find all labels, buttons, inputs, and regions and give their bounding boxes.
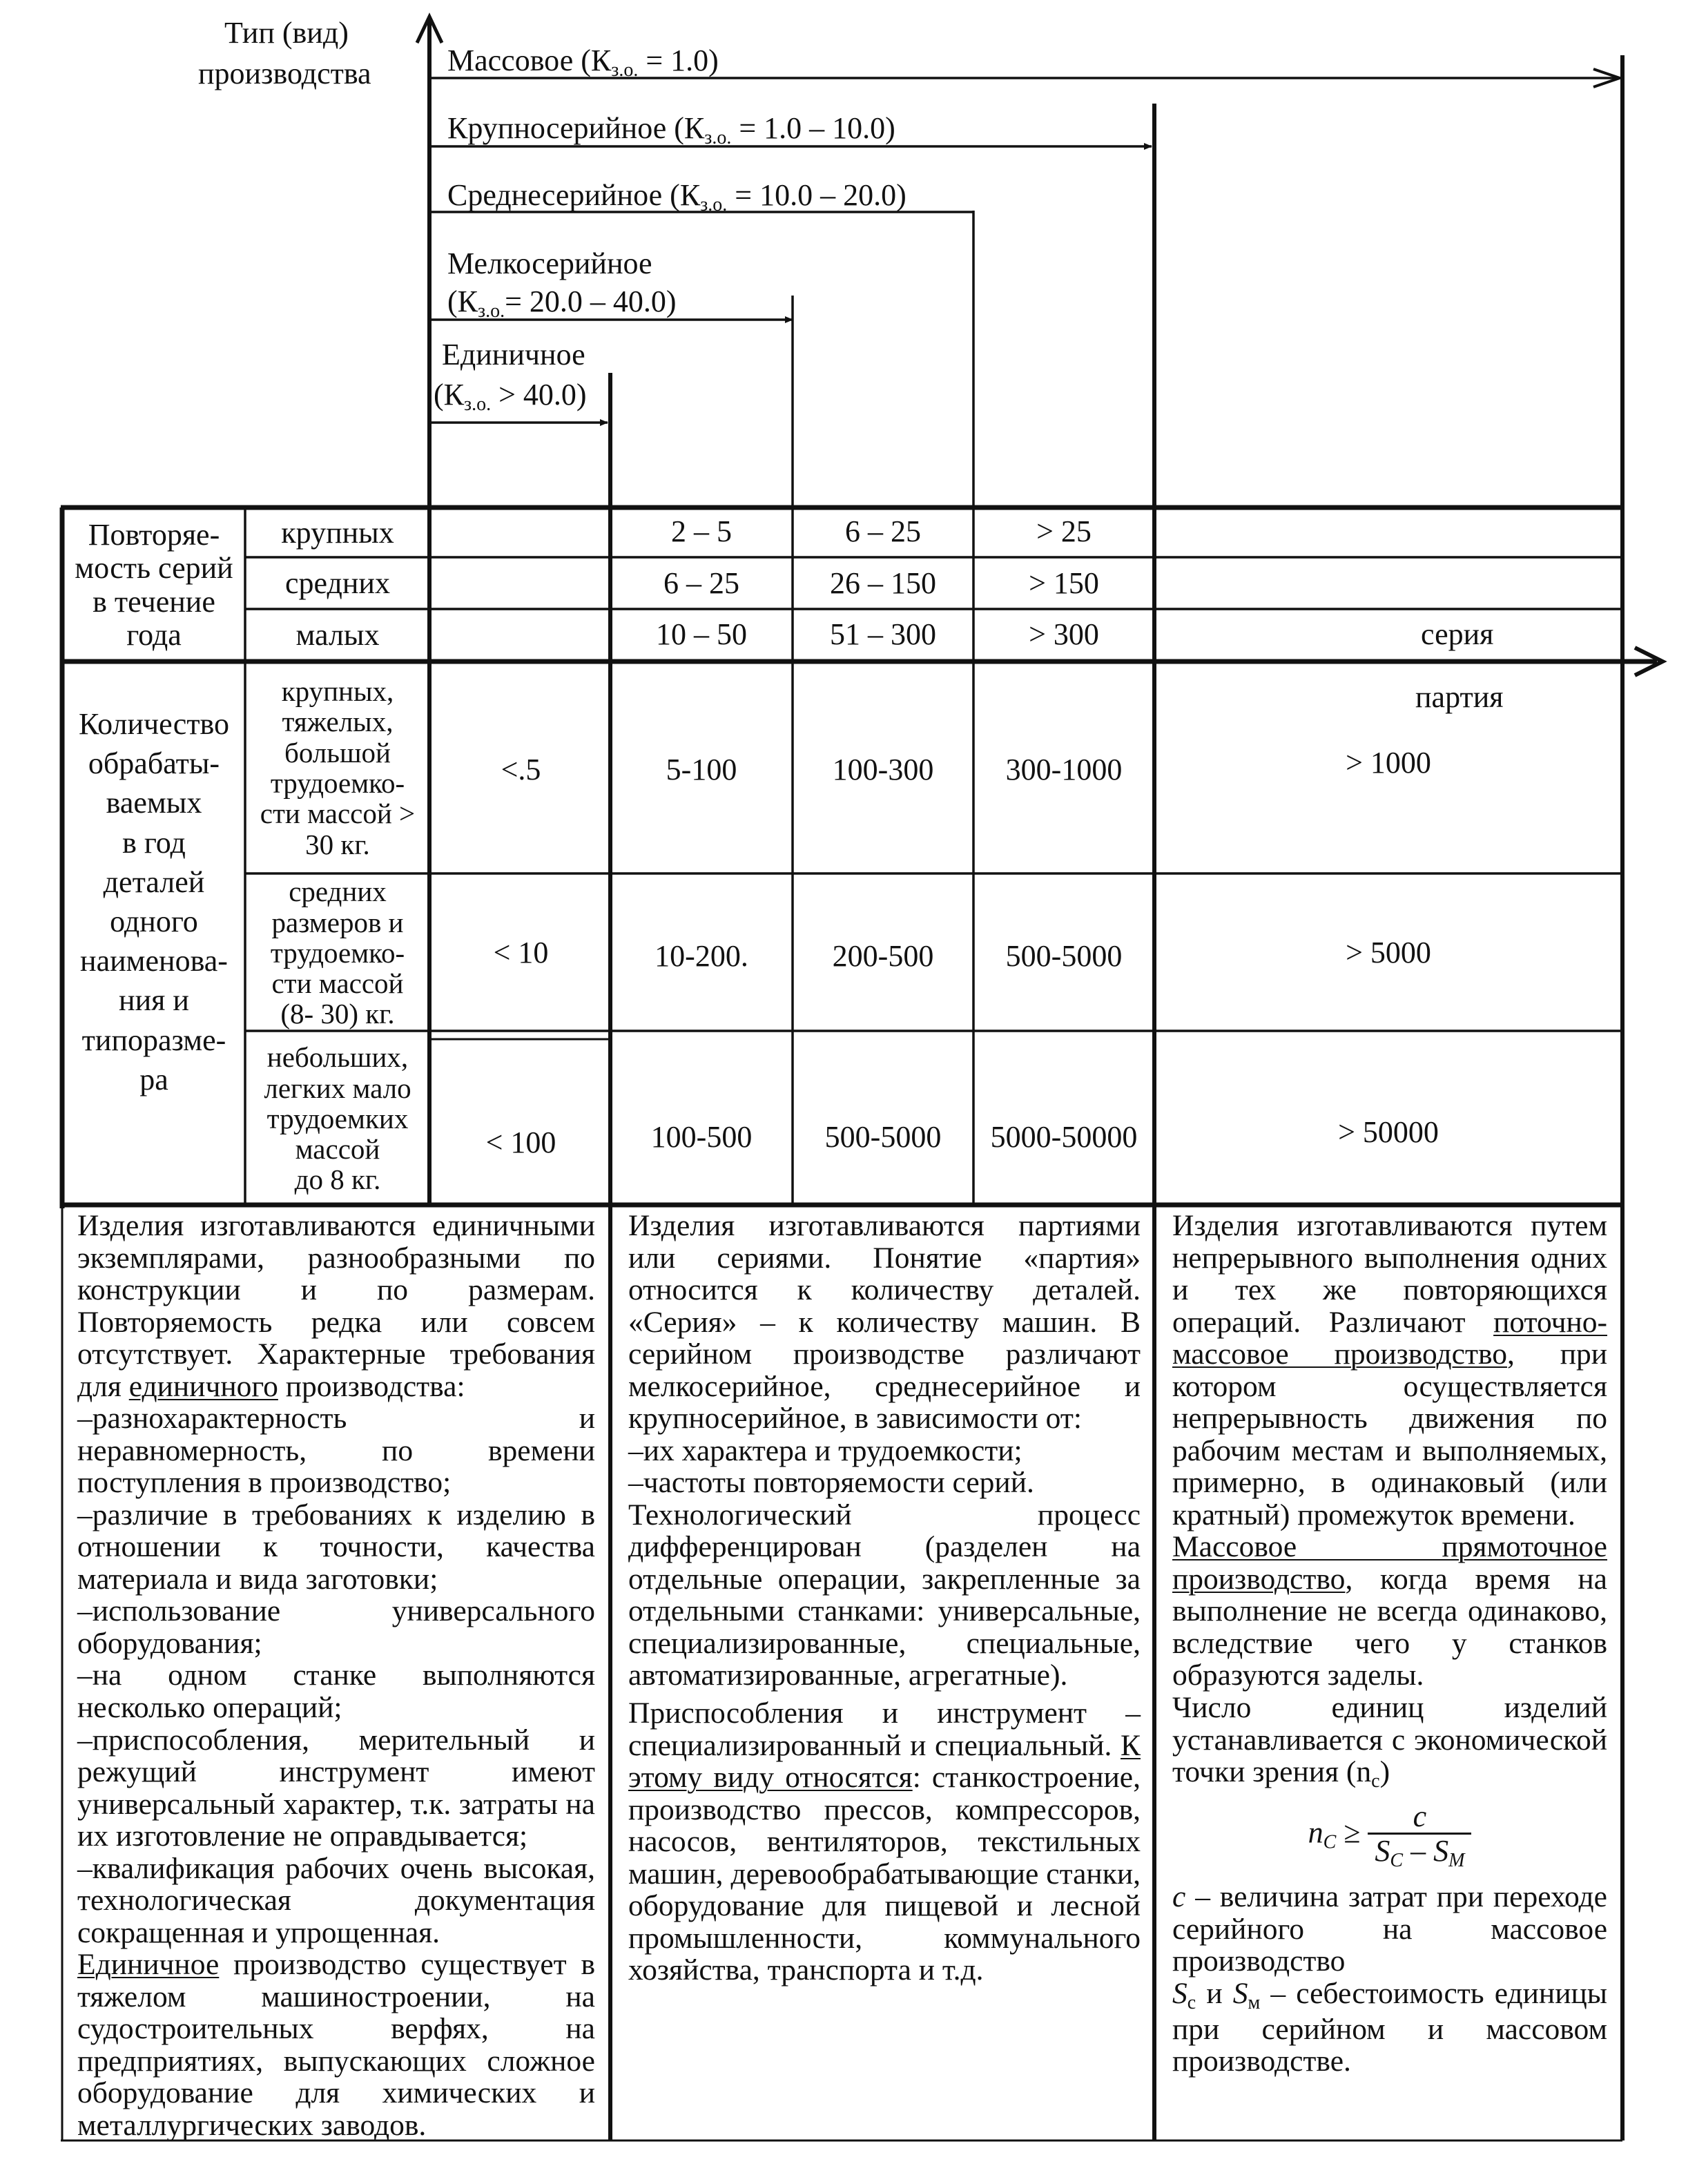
quantity-cell: 5000-50000 <box>990 1119 1138 1154</box>
type-small-serial-label: Мелкосерийное <box>447 247 652 280</box>
type-mass-label: Массовое $(К_{з.о.} = 1.0)$ <box>447 44 719 81</box>
mass-unit-cost-definition: $S_c$ и $S_м$ – себестоимость единицы при серийном и массовом производстве. <box>1172 1976 1607 2078</box>
repeat-row-large-label: крупных <box>281 515 394 550</box>
repeat-cell: 51 – 300 <box>830 617 936 651</box>
quantity-cell: > 50000 <box>1338 1114 1439 1149</box>
serial-intro: Изделия изготавливаются партиями или сериями. Понятие «партия» относится к количеству деталей. «Серия» – к количеству машин. В серийном производстве различают мелкосерийное, среднесерийное и крупносерийное, в зависимости от: <box>628 1209 1141 1436</box>
repeat-cell: 6 – 25 <box>663 566 739 600</box>
mass-intro: Изделия изготавливаются путем непрерывного выполнения одних и тех же повторяющихся операций. Различают поточно-массовое производство, при котором осуществляется непрерывность движения по рабочим местам и выполняемых, примерно, в одинаковый (или кратный) промежуток времени. <box>1172 1209 1607 1531</box>
quantity-cell: 500-5000 <box>1005 938 1123 973</box>
quantity-cell: <.5 <box>501 752 541 786</box>
type-single-coef: $(К_{з.о.} > 40.0)$ <box>434 378 587 415</box>
quantity-row-medium-label: средних размеров и трудоемко- сти массой (8- 30) кг. <box>270 876 405 1030</box>
quantity-cell: 100-500 <box>650 1119 753 1154</box>
single-examples: Единичное производство существует в тяжелом машиностроении, на судостроительных верфях, на предприятиях, выпускающих сложное оборудование для химических и металлургических заводов. <box>77 1948 596 2142</box>
repeat-header: Повторяе- мость серий в течение года <box>75 517 233 652</box>
partiya-axis-label: партия <box>1415 680 1504 714</box>
axis-title-line2: производства <box>198 57 371 90</box>
quantity-cell: 500-5000 <box>824 1119 942 1154</box>
type-single-label: Единичное <box>442 338 585 371</box>
single-requirement: –приспособления, мерительный и режущий инструмент имеют универсальный характер, т.к. затраты на их изготовление не оправдывается; <box>77 1723 595 1853</box>
quantity-row-light-label: небольших, легких мало трудоемких массой до 8 кг. <box>264 1041 411 1196</box>
quantity-cell: 5-100 <box>666 752 737 786</box>
single-intro: Изделия изготавливаются единичными экземплярами, разнообразными по конструкции и по размерам. Повторяемость редка или совсем отсутствует. Характерные требования для единичного производства: <box>77 1209 595 1403</box>
repeat-cell: > 150 <box>1029 566 1099 600</box>
quantity-row-heavy-label: крупных, тяжелых, большой трудоемко- сти массой > 30 кг. <box>260 675 416 860</box>
mass-cost-definition: c – величина затрат при переходе серийного на массовое производство <box>1172 1880 1607 1978</box>
single-production-description <box>77 1210 595 2141</box>
single-requirement: –квалификация рабочих очень высокая, технологическая документация сокращенная и упрощенная. <box>77 1851 595 1949</box>
mass-quantity-note: Число единиц изделий устанавливается с экономической точки зрения $(n_c)$ <box>1172 1690 1607 1792</box>
quantity-cell: < 100 <box>485 1125 556 1159</box>
mass-straight-flow: Массовое прямоточное производство, когда время на выполнение не всегда одинаково, вследствие чего у станков образуются заделы. <box>1172 1530 1607 1692</box>
mass-production-description <box>1172 1210 1607 2078</box>
quantity-cell: 10-200. <box>654 938 748 973</box>
quantity-cell: 200-500 <box>832 938 934 973</box>
single-requirement: –на одном станке выполняются несколько операций; <box>77 1659 595 1724</box>
type-medium-serial-label: Среднесерийное $(К_{з.о.} = 10.0 - 20.0)$ <box>447 178 906 215</box>
quantity-cell: > 5000 <box>1346 935 1431 969</box>
serial-examples: Приспособления и инструмент – специализированный и специальный. К этому виду относятся: станкостроение, производство прессов, компрессоров, насосов, вентиляторов, текстильных машин, деревообрабатывающие станки, оборудование для пищевой и лесной промышленности, коммунального хозяйства, транспорта и т.д. <box>628 1696 1141 1987</box>
repeat-row-small-label: малых <box>295 617 380 652</box>
repeat-cell: > 300 <box>1029 617 1099 651</box>
serial-process: Технологический процесс дифференцирован (разделен на отдельные операции, закрепленные за отдельными станками: универсальные, специализированные, специальные, автоматизированные, агрегатные). <box>628 1498 1141 1692</box>
serial-criterion: –частоты повторяемости серий. <box>628 1466 1034 1500</box>
repeat-cell: 2 – 5 <box>671 514 732 548</box>
single-requirement: –различие в требованиях к изделию в отношении к точности, качества материала и вида заготовки; <box>77 1498 595 1596</box>
break-even-formula: $n_C$ ≥ $\frac{c}{S_C - S_M}$ <box>1172 1800 1607 1871</box>
single-requirement: –разнохарактерность и неравномерность, по времени поступления в производство; <box>77 1402 595 1500</box>
repeat-cell: 6 – 25 <box>845 514 921 548</box>
quantity-header: Количество обрабаты- ваемых в год деталей одного наименова- ния и типоразме- ра <box>78 707 230 1096</box>
repeat-cell: > 25 <box>1036 514 1092 548</box>
quantity-cell: < 10 <box>493 935 549 969</box>
type-large-serial-label: Крупносерийное $(К_{з.о.} = 1.0 - 10.0)$ <box>447 111 895 148</box>
serial-criterion: –их характера и трудоемкости; <box>628 1433 1022 1467</box>
formula-fraction: $\frac{c}{S_C - S_M}$ <box>1368 1800 1471 1871</box>
quantity-cell: > 1000 <box>1346 745 1431 780</box>
type-small-serial-coef: $(К_{з.о.}= 20.0 - 40.0)$ <box>447 284 677 322</box>
repeat-cell: 26 – 150 <box>830 566 936 600</box>
quantity-cell: 100-300 <box>832 752 934 786</box>
single-requirement: –использование универсального оборудования; <box>77 1594 595 1660</box>
repeat-row-medium-label: средних <box>285 566 390 600</box>
quantity-cell: 300-1000 <box>1005 752 1123 786</box>
serial-production-description <box>628 1210 1141 1987</box>
axis-title-line1: Тип (вид) <box>224 16 349 50</box>
seria-axis-label: серия <box>1421 617 1494 651</box>
repeat-cell: 10 – 50 <box>656 617 747 651</box>
